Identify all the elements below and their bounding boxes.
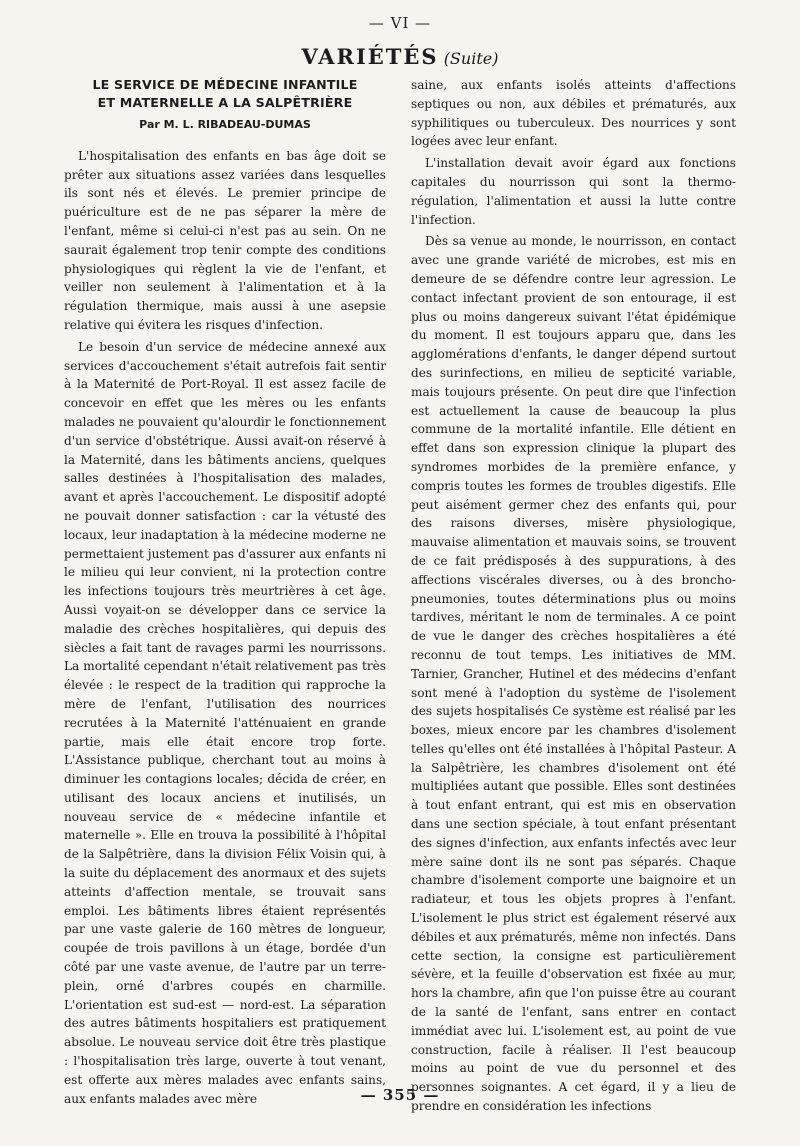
paragraph: L'installation devait avoir égard aux fonctions capitales du nourrisson qui sont la thermo-régulation, l'alimentation et aussi la lutte contre l'infection. [411, 156, 736, 227]
paragraph: L'hospitalisation des enfants en bas âge doit se prêter aux situations assez variées dans lesquelles ils sont nés et élevés. Le premier principe de puériculture est de ne pas séparer la mère de l'enfant, même si celui-ci n'est pas au sein. On ne saurait également trop tenir compte des conditions physiologiques qui règlent la vie de l'enfant, et veiller non seulement à l'alimentation et à la régulation thermique, mais aussi à une asepsie relative qui évitera les risques d'infection. [64, 148, 386, 332]
article-byline: Par M. L. RIBADEAU-DUMAS [139, 118, 311, 131]
section-heading [0, 44, 800, 69]
section-title: VARIÉTÉS [301, 44, 439, 69]
page-number: — 355 — [360, 1086, 440, 1104]
paragraph: Dès sa venue au monde, le nourrisson, en contact avec une grande variété de microbes, est mis en demeure de se défendre contre leur agression. Le contact infectant provient de son entourage, il est plus ou moins dangereux suivant l'état épidémique du moment. Il est toujours apparu que, dans les agglomérations d'enfants, le danger dépend surtout des surinfections, en milieu de septicité variable, mais toujours présente. On peut dire que l'infection est actuellement la cause de beaucoup la plus commune de la mortalité infantile. Elle détient en effet dans son expression clinique la plupart des syndromes morbides de la première enfance, y compris toutes les formes de troubles digestifs. Elle peut aisément germer chez des enfants qui, pour des raisons diverses, misère physiologique, mauvaise alimentation et mauvais soins, se trouvent de ce fait prédisposés à des suppurations, à des affections viscérales diverses, ou à des broncho-pneumonies, toutes déterminations plus ou moins tardives, méritant le nom de terminales. A ce point de vue le danger des crèches hospitalières a été reconnu de tout temps. Les initiatives de MM. Tarnier, Grancher, Hutinel et des médecins d'enfant sont mené à l'adoption du système de l'isolement des sujets hospitalisés Ce système est réalisé par les boxes, mieux encore par les chambres d'isolement telles qu'elles ont été installées à l'hôpital Pasteur. A la Salpêtrière, les chambres d'isolement ont été multipliées autant que possible. Elles sont destinées à tout enfant entrant, qui est mis en observation dans une section spéciale, à tout enfant présentant des signes d'infection, aux enfants infectés avec leur mère saine dont ils ne sont pas séparés. Chaque chambre d'isolement comporte une baignoire et un radiateur, et tous les objets propres à l'enfant. L'isolement le plus strict est également réservé aux débiles et aux prématurés, même non infectés. Dans cette section, la consigne est particulièrement sévère, et la feuille d'observation est fixée au mur, hors la chambre, afin que l'on puisse être au courant de la santé de l'enfant, sans entrer en contact immédiat avec lui. L'isolement est, au point de vue construction, facile à réaliser. Il l'est beaucoup moins au point de vue du personnel et des personnes soignantes. A cet égard, il y a lieu de prendre en considération les infections [411, 234, 736, 1114]
paragraph: Le besoin d'un service de médecine annexé aux services d'accouchement s'était autrefois fait sentir à la Maternité de Port-Royal. Il est assez facile de concevoir en effet que les mères ou les enfants malades ne pouvaient qu'alourdir le fonctionnement d'un service d'obstétrique. Aussi avait-on réservé à la Maternité, dans les bâtiments anciens, quelques salles destinées à l'hospitalisation des malades, avant et après l'accouchement. Le dispositif adopté ne pouvait donner satisfaction : car la vétusté des locaux, leur inadaptation à la médecine moderne ne permettaient justement pas d'assurer aux enfants ni le milieu qui leur convient, ni la protection contre les infections toujours très meurtrières à cet âge. Aussi voyait-on se développer dans ce service la maladie des crèches hospitalières, qui depuis des siècles a fait tant de ravages parmi les nourrissons. La mortalité cependant n'était relativement pas très élevée : le respect de la tradition qui rapproche la mère de l'enfant, l'utilisation des nourrices recrutées à la Maternité l'atténuaient en grande partie, mais elle était encore trop forte. L'Assistance publique, cherchant tout au moins à diminuer les contagions locales; décida de créer, en utilisant des locaux anciens et inutilisés, un nouveau service de « médecine infantile et maternelle ». Elle en trouva la possibilité à l'hôpital de la Salpêtrière, dans la division Félix Voisin qui, à la suite du déplacement des anormaux et des sujets atteints d'affection mentale, se trouvait sans emploi. Les bâtiments libres étaient représentés par une vaste galerie de 160 mètres de longueur, coupée de trois pavillons à un étage, bordée d'un côté par une vaste avenue, de l'autre par un terre-plein, orné d'arbres coupés en charmille. L'orientation est sud-est — nord-est. La séparation des autres bâtiments hospitaliers est pratiquement absolue. Le nouveau service doit être très plastique : l'hospitalisation très large, ouverte à tout venant, est offerte aux mères malades avec enfants sains, aux enfants malades avec mère [64, 339, 386, 1106]
article-title-line-1: LE SERVICE DE MÉDECINE INFANTILE [92, 77, 358, 92]
section-suite: (Suite) [443, 49, 499, 68]
article-title [64, 76, 386, 112]
right-column [411, 76, 736, 1114]
paragraph: saine, aux enfants isolés atteints d'affections septiques ou non, aux débiles et prématurés, aux syphilitiques ou tuberculeux. Des nourrices y sont logées avec leur enfant. [411, 78, 736, 149]
article-title-line-2: ET MATERNELLE A LA SALPÊTRIÈRE [97, 95, 353, 110]
left-column [64, 76, 386, 1106]
page-number-roman: — VI — [368, 14, 432, 32]
